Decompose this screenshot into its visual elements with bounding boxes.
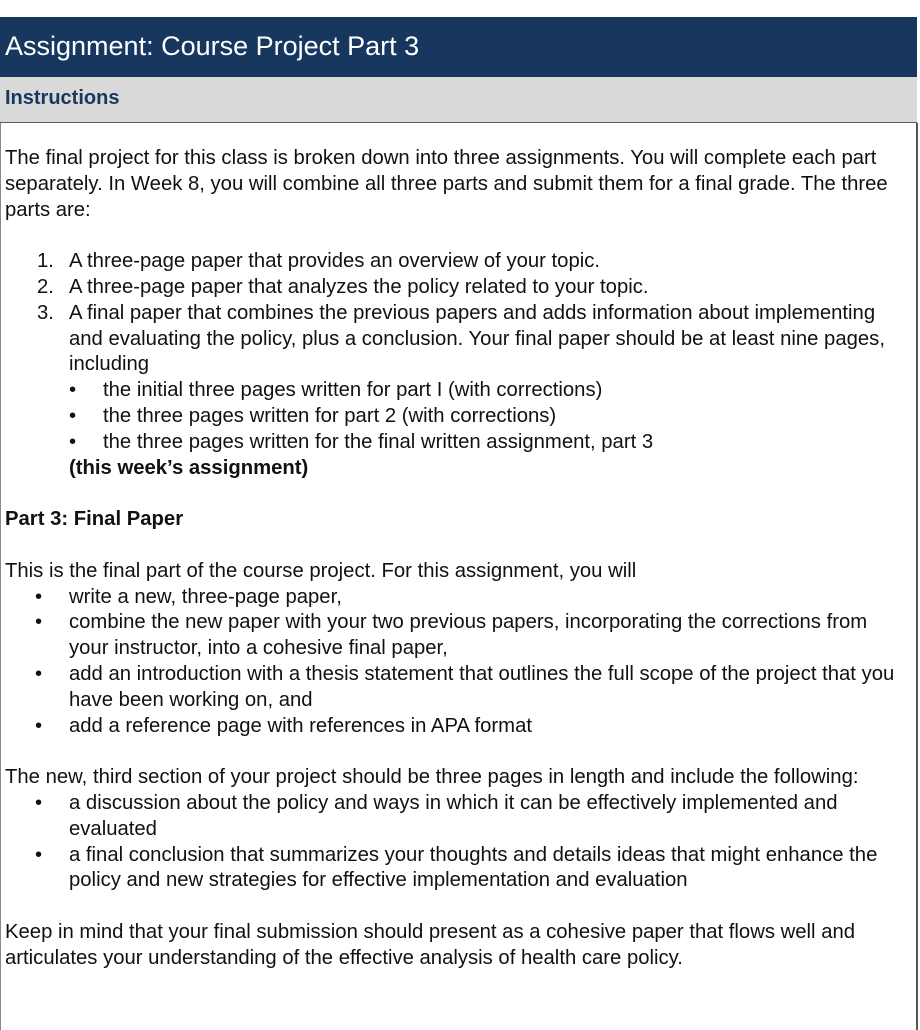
final-paper-heading: Part 3: Final Paper <box>5 508 184 531</box>
sub-list-item <box>5 378 911 404</box>
sub-list-item <box>5 430 911 456</box>
instructions-label: Instructions <box>5 87 120 109</box>
list-item <box>5 275 911 301</box>
bullet-icon: • <box>35 791 43 814</box>
part3-note: (this week’s assignment) <box>69 456 309 479</box>
bullet-icon: • <box>35 843 43 866</box>
bullet-icon: • <box>35 585 43 608</box>
list-item-text: a discussion about the policy and ways in which it can be effectively implemented and evaluated <box>69 791 838 840</box>
list-item <box>5 791 911 843</box>
page-title: Assignment: Course Project Part 3 <box>5 30 420 61</box>
list-item-text: add an introduction with a thesis statement that outlines the full scope of the project that you have been working on, and <box>69 662 895 711</box>
final-paper-intro: This is the final part of the course project. For this assignment, you will <box>5 559 637 582</box>
list-item <box>5 301 911 378</box>
final-paper-bullets <box>5 585 911 740</box>
frame-right-border <box>916 123 918 1030</box>
list-item-text: A three-page paper that provides an overview of your topic. <box>69 250 601 273</box>
list-item <box>5 843 911 895</box>
list-number: 3. <box>37 301 54 324</box>
list-item-text: A final paper that combines the previous papers and adds information about implementing and evaluating the policy, plus a conclusion. Your final paper should be at least nine pages, including <box>69 301 885 376</box>
list-item <box>5 585 911 611</box>
list-item-text: write a new, three-page paper, <box>69 585 342 608</box>
sub-list-item-text: the three pages written for part 2 (with corrections) <box>103 404 557 427</box>
third-section-intro: The new, third section of your project should be three pages in length and include the following: <box>5 766 859 789</box>
list-item <box>5 714 911 740</box>
bullet-icon: • <box>35 714 43 737</box>
list-item <box>5 249 911 275</box>
third-section-bullets <box>5 791 911 894</box>
list-number: 2. <box>37 275 54 298</box>
bullet-icon: • <box>69 379 77 402</box>
instructions-header <box>0 77 917 123</box>
frame-left-border <box>0 123 1 1030</box>
bullet-icon: • <box>69 404 77 427</box>
bullet-icon: • <box>35 611 43 634</box>
parts-list <box>5 249 911 481</box>
list-item-text: add a reference page with references in APA format <box>69 714 532 737</box>
list-item <box>5 662 911 714</box>
bullet-icon: • <box>69 430 77 453</box>
list-number: 1. <box>37 250 54 273</box>
sub-list-item-text: the three pages written for the final written assignment, part 3 <box>103 430 654 453</box>
intro-paragraph: The final project for this class is broken down into three assignments. You will complete each part separately. In Week 8, you will combine all three parts and submit them for a final grade. The three parts are: <box>5 147 888 221</box>
sub-list-item-text: the initial three pages written for part I (with corrections) <box>103 379 603 402</box>
closing-paragraph: Keep in mind that your final submission should present as a cohesive paper that flows well and articulates your understanding of the effective analysis of health care policy. <box>5 920 856 969</box>
list-item-text: a final conclusion that summarizes your thoughts and details ideas that might enhance the policy and new strategies for effective implementation and evaluation <box>69 843 878 892</box>
instructions-body <box>5 146 911 972</box>
assignment-title-bar <box>0 17 917 77</box>
bullet-icon: • <box>35 662 43 685</box>
list-item <box>5 610 911 662</box>
sub-list-item <box>5 404 911 430</box>
list-item-text: A three-page paper that analyzes the policy related to your topic. <box>69 275 649 298</box>
list-item-text: combine the new paper with your two previous papers, incorporating the corrections from your instructor, into a cohesive final paper, <box>69 611 868 660</box>
